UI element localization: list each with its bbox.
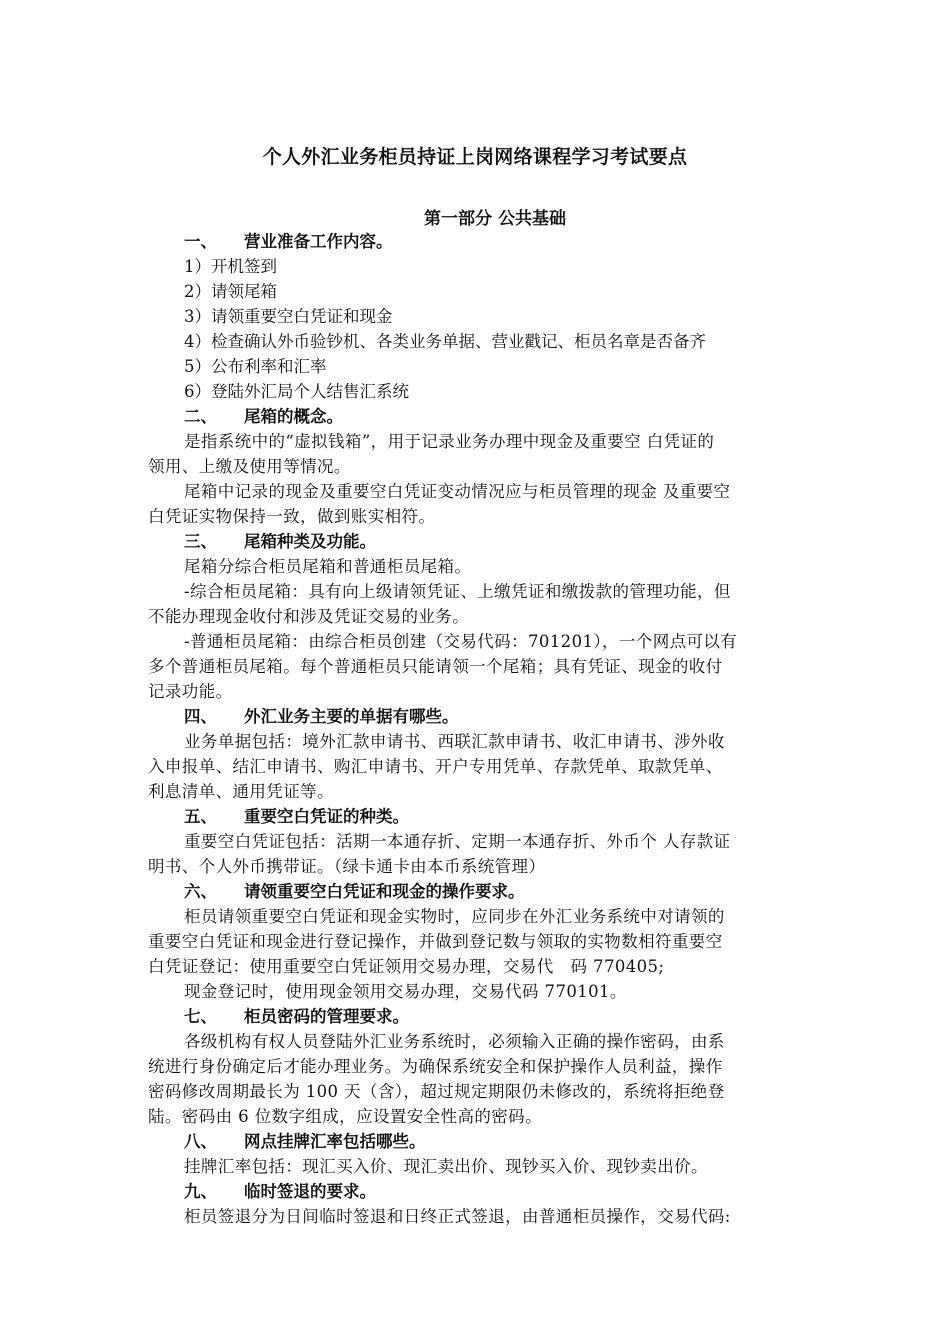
paragraph-line: 多个普通柜员尾箱。每个普通柜员只能请领一个尾箱；具有凭证、现金的收付	[148, 657, 723, 676]
section-number: 五、	[184, 807, 217, 826]
section-title: 尾箱的概念。	[244, 407, 343, 426]
section-heading	[148, 229, 808, 254]
paragraph-line: 柜员请领重要空白凭证和现金实物时，应同步在外汇业务系统中对请领的	[184, 907, 725, 926]
paragraph-line: 统进行身份确定后才能办理业务。为确保系统安全和保护操作人员利益，操作	[148, 1057, 723, 1076]
section-number: 二、	[184, 407, 217, 426]
list-item: 5）公布利率和汇率	[184, 357, 327, 376]
paragraph-line: 业务单据包括：境外汇款申请书、西联汇款申请书、收汇申请书、涉外收	[184, 732, 725, 751]
section-heading	[148, 1129, 808, 1154]
paragraph-line: 尾箱中记录的现金及重要空白凭证变动情况应与柜员管理的现金 及重要空	[184, 482, 731, 501]
paragraph-line: 入申报单、结汇申请书、购汇申请书、开户专用凭单、存款凭单、取款凭单、	[148, 757, 723, 776]
list-item: 1）开机签到	[184, 257, 277, 276]
paragraph-line: 柜员签退分为日间临时签退和日终正式签退，由普通柜员操作，交易代码:	[184, 1207, 731, 1226]
paragraph-line: 白凭证登记：使用重要空白凭证领用交易办理，交易代 码 770405;	[148, 957, 665, 976]
paragraph-line: 密码修改周期最长为 100 天（含），超过规定期限仍未修改的，系统将拒绝登	[148, 1082, 725, 1101]
section-title: 外汇业务主要的单据有哪些。	[244, 707, 459, 726]
paragraph-line: 重要空白凭证包括：活期一本通存折、定期一本通存折、外币个 人存款证	[184, 832, 731, 851]
section-title: 请领重要空白凭证和现金的操作要求。	[244, 882, 525, 901]
section-heading	[148, 404, 808, 429]
section-number: 七、	[184, 1007, 217, 1026]
section-heading	[148, 1179, 808, 1204]
section-title: 尾箱种类及功能。	[244, 532, 376, 551]
paragraph-line: -综合柜员尾箱：具有向上级请领凭证、上缴凭证和缴拨款的管理功能，但	[184, 582, 731, 601]
section-title: 网点挂牌汇率包括哪些。	[244, 1132, 426, 1151]
part-title: 第一部分 公共基础	[424, 209, 566, 229]
paragraph-line: 尾箱分综合柜员尾箱和普通柜员尾箱。	[184, 557, 472, 576]
section-title: 柜员密码的管理要求。	[244, 1007, 409, 1026]
list-item: 4）检查确认外币验钞机、各类业务单据、营业戳记、柜员名章是否备齐	[184, 332, 706, 351]
section-number: 八、	[184, 1132, 217, 1151]
paragraph-line: 各级机构有权人员登陆外汇业务系统时，必须输入正确的操作密码，由系	[184, 1032, 725, 1051]
paragraph-line: 不能办理现金收付和涉及凭证交易的业务。	[148, 607, 470, 626]
paragraph-line: -普通柜员尾箱：由综合柜员创建（交易代码：701201），一个网点可以有	[184, 632, 738, 651]
section-number: 九、	[184, 1182, 217, 1201]
section-number: 六、	[184, 882, 217, 901]
section-number: 一、	[184, 232, 217, 251]
section-number: 三、	[184, 532, 217, 551]
paragraph-line: 是指系统中的“虚拟钱箱”，用于记录业务办理中现金及重要空 白凭证的	[184, 432, 715, 451]
list-item: 6）登陆外汇局个人结售汇系统	[184, 382, 409, 401]
section-heading	[148, 529, 808, 554]
paragraph-line: 陆。密码由 6 位数字组成，应设置安全性高的密码。	[148, 1107, 542, 1126]
section-title: 重要空白凭证的种类。	[244, 807, 409, 826]
document-body	[148, 229, 808, 1229]
paragraph-line: 重要空白凭证和现金进行登记操作，并做到登记数与领取的实物数相符重要空	[148, 932, 723, 951]
section-heading	[148, 879, 808, 904]
list-item: 3）请领重要空白凭证和现金	[184, 307, 393, 326]
paragraph-line: 领用、上缴及使用等情况。	[148, 457, 351, 476]
section-heading	[148, 704, 808, 729]
paragraph-line: 利息清单、通用凭证等。	[148, 782, 334, 801]
section-heading	[148, 1004, 808, 1029]
paragraph-line: 记录功能。	[148, 682, 233, 701]
section-title: 营业准备工作内容。	[244, 232, 393, 251]
paragraph-line: 明书、个人外币携带证。（绿卡通卡由本币系统管理）	[148, 857, 546, 876]
section-title: 临时签退的要求。	[244, 1182, 376, 1201]
section-heading	[148, 804, 808, 829]
paragraph-line: 现金登记时，使用现金领用交易办理，交易代码 770101。	[184, 982, 627, 1001]
section-number: 四、	[184, 707, 217, 726]
list-item: 2）请领尾箱	[184, 282, 277, 301]
paragraph-line: 白凭证实物保持一致，做到账实相符。	[148, 507, 436, 526]
paragraph-line: 挂牌汇率包括：现汇买入价、现汇卖出价、现钞买入价、现钞卖出价。	[184, 1157, 708, 1176]
document-title: 个人外汇业务柜员持证上岗网络课程学习考试要点	[262, 146, 688, 168]
